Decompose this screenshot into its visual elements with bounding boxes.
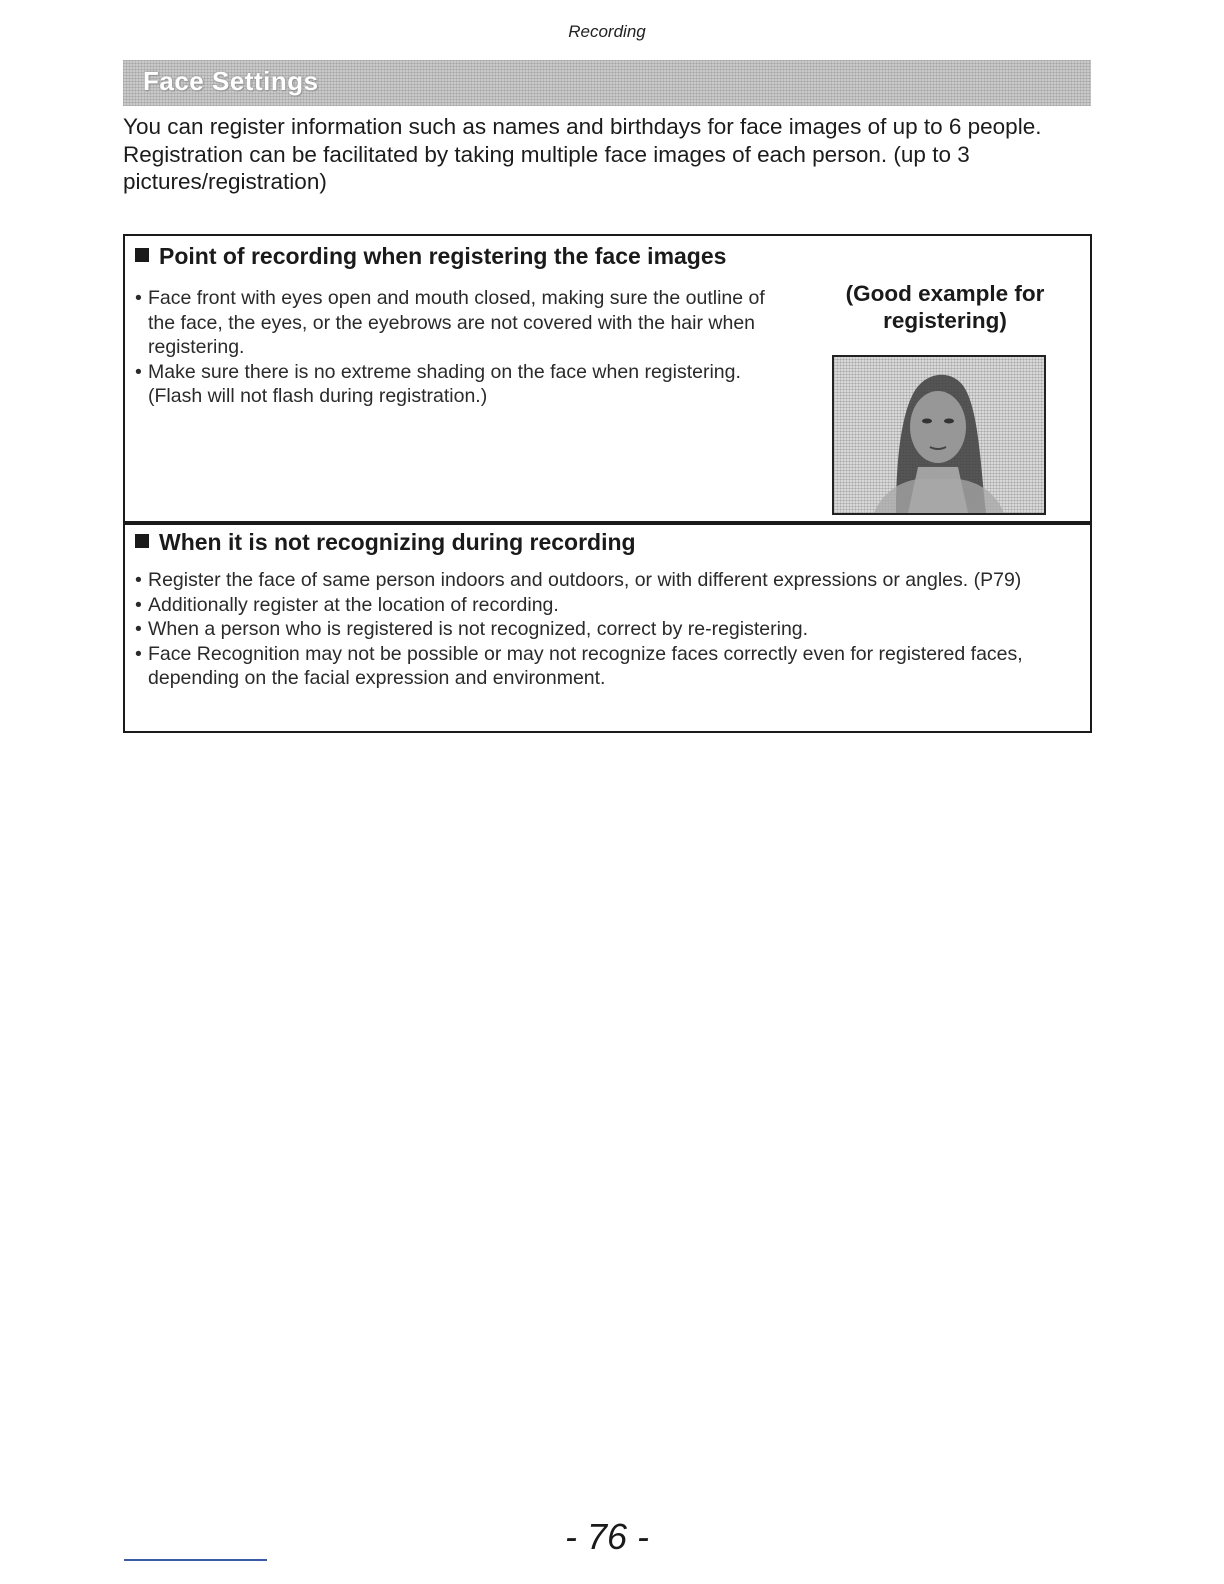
registration-tips-heading	[135, 243, 726, 270]
recognition-tips-box	[123, 521, 1092, 733]
good-example-caption: (Good example for registering)	[845, 281, 1045, 333]
registration-tips-heading-text: Point of recording when registering the face images	[159, 243, 727, 269]
recognition-tips-heading-text: When it is not recognizing during recording	[159, 529, 636, 555]
list-item: • Make sure there is no extreme shading on the face when registering. (Flash will not flash during registration.)	[135, 360, 795, 409]
intro-line-1: You can register information such as names and birthdays for face images of up to 6 people.	[123, 114, 1042, 139]
list-item: • Additionally register at the location of recording.	[135, 593, 1035, 618]
square-bullet-icon	[135, 534, 149, 548]
good-example-photo	[832, 355, 1046, 515]
recognition-tips-list	[135, 568, 1035, 691]
registration-tips-list	[135, 286, 795, 409]
list-item: • Register the face of same person indoors and outdoors, or with different expressions or angles. (P79)	[135, 568, 1035, 593]
intro-line-2: Registration can be facilitated by taking multiple face images of each person. (up to 3 pictures/registration)	[123, 141, 970, 194]
footer-divider	[124, 1559, 267, 1561]
intro-paragraph	[123, 113, 1043, 196]
list-item: • When a person who is registered is not recognized, correct by re-registering.	[135, 617, 1035, 642]
list-item: • Face Recognition may not be possible or may not recognize faces correctly even for registered faces, depending on the facial expression and environment.	[135, 642, 1035, 691]
face-portrait-illustration	[834, 357, 1044, 513]
section-title-bar	[123, 60, 1091, 106]
section-title: Face Settings	[143, 66, 319, 96]
page-number: - 76 -	[564, 1516, 650, 1557]
registration-tips-box	[123, 234, 1092, 525]
recognition-tips-heading	[135, 529, 636, 556]
running-header: Recording	[568, 22, 646, 41]
list-item: • Face front with eyes open and mouth closed, making sure the outline of the face, the eyes, or the eyebrows are not covered with the hair when registering.	[135, 286, 795, 360]
square-bullet-icon	[135, 248, 149, 262]
